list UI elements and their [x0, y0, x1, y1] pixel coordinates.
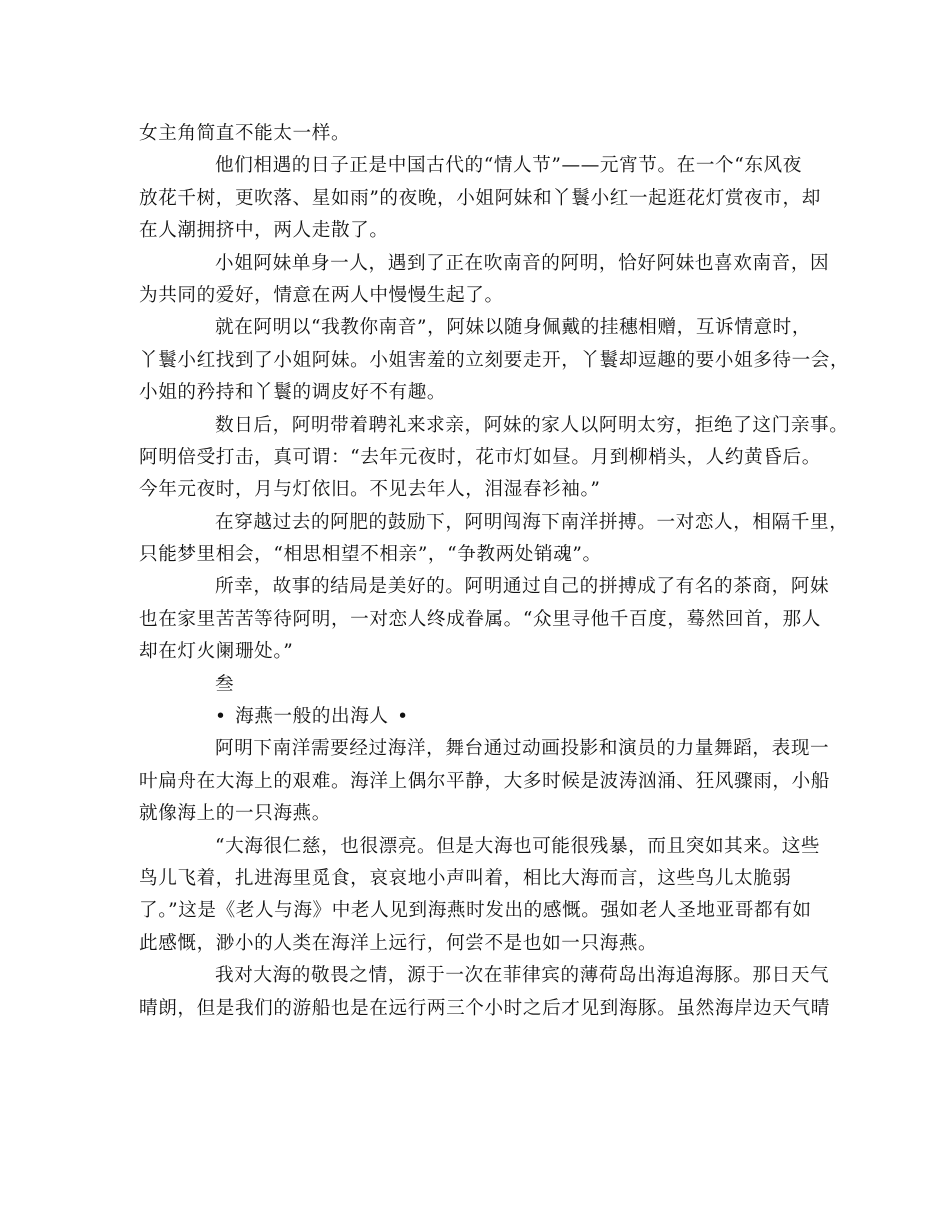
- paragraph-line: 也在家里苦苦等待阿明，一对恋人终成眷属。“众里寻他千百度，蓦然回首，那人: [139, 608, 821, 630]
- paragraph-line: 了。”这是《老人与海》中老人见到海燕时发出的感慨。强如老人圣地亚哥都有如: [139, 900, 812, 922]
- section-number: 叁: [215, 673, 235, 695]
- paragraph-line: 丫鬟小红找到了小姐阿妹。小姐害羞的立刻要走开，丫鬟却逗趣的要小姐多待一会，: [139, 349, 850, 371]
- paragraph-line: 在穿越过去的阿肥的鼓励下，阿明闯海下南洋拼搏。一对恋人，相隔千里，: [215, 511, 849, 533]
- paragraph-line: 我对大海的敬畏之情，源于一次在菲律宾的薄荷岛出海追海豚。那日天气: [215, 965, 830, 987]
- paragraph-line: 为共同的爱好，情意在两人中慢慢生起了。: [139, 284, 504, 306]
- paragraph-line: 所幸，故事的结局是美好的。阿明通过自己的拼搏成了有名的茶商，阿妹: [215, 576, 830, 598]
- paragraph-line: 却在灯火阑珊处。”: [139, 641, 294, 663]
- paragraph-line: 今年元夜时，月与灯依旧。不见去年人，泪湿春衫袖。”: [139, 479, 601, 501]
- paragraph-line: 小姐的矜持和丫鬟的调皮好不有趣。: [139, 382, 447, 404]
- paragraph-line: 放花千树，更吹落、星如雨”的夜晚，小姐阿妹和丫鬟小红一起逛花灯赏夜市，却: [139, 187, 821, 209]
- paragraph-line: 晴朗，但是我们的游船也是在远行两三个小时之后才见到海豚。虽然海岸边天气晴: [139, 997, 830, 1019]
- paragraph-line: 此感慨，渺小的人类在海洋上远行，何尝不是也如一只海燕。: [139, 932, 658, 954]
- paragraph-line: 阿明下南洋需要经过海洋，舞台通过动画投影和演员的力量舞蹈，表现一: [215, 738, 830, 760]
- paragraph-line: 只能梦里相会，“相思相望不相亲”，“争教两处销魂”。: [139, 544, 602, 566]
- paragraph-line: 数日后，阿明带着聘礼来求亲，阿妹的家人以阿明太穷，拒绝了这门亲事。: [215, 414, 849, 436]
- paragraph-line: 小姐阿妹单身一人，遇到了正在吹南音的阿明，恰好阿妹也喜欢南音，因: [215, 252, 830, 274]
- paragraph-line: 在人潮拥挤中，两人走散了。: [139, 220, 389, 242]
- paragraph-line: 就像海上的一只海燕。: [139, 803, 331, 825]
- article-body: [139, 118, 850, 1025]
- paragraph-line: 就在阿明以“我教你南音”，阿妹以随身佩戴的挂穗相赠，互诉情意时，: [215, 317, 812, 339]
- paragraph-line: 叶扁舟在大海上的艰难。海洋上偶尔平静，大多时候是波涛汹涌、狂风骤雨，小船: [139, 770, 830, 792]
- paragraph-line: 阿明倍受打击，真可谓：“去年元夜时，花市灯如昼。月到柳梢头，人约黄昏后。: [139, 446, 821, 468]
- paragraph-line: 他们相遇的日子正是中国古代的“情人节”——元宵节。在一个“东风夜: [215, 155, 802, 177]
- paragraph-line: 女主角简直不能太一样。: [139, 123, 351, 144]
- paragraph-line: 鸟儿飞着，扎进海里觅食，哀哀地小声叫着，相比大海而言，这些鸟儿太脆弱: [139, 867, 792, 889]
- section-title: • 海燕一般的出海人 •: [215, 706, 409, 728]
- paragraph-line: “大海很仁慈，也很漂亮。但是大海也可能很残暴，而且突如其来。这些: [215, 835, 821, 857]
